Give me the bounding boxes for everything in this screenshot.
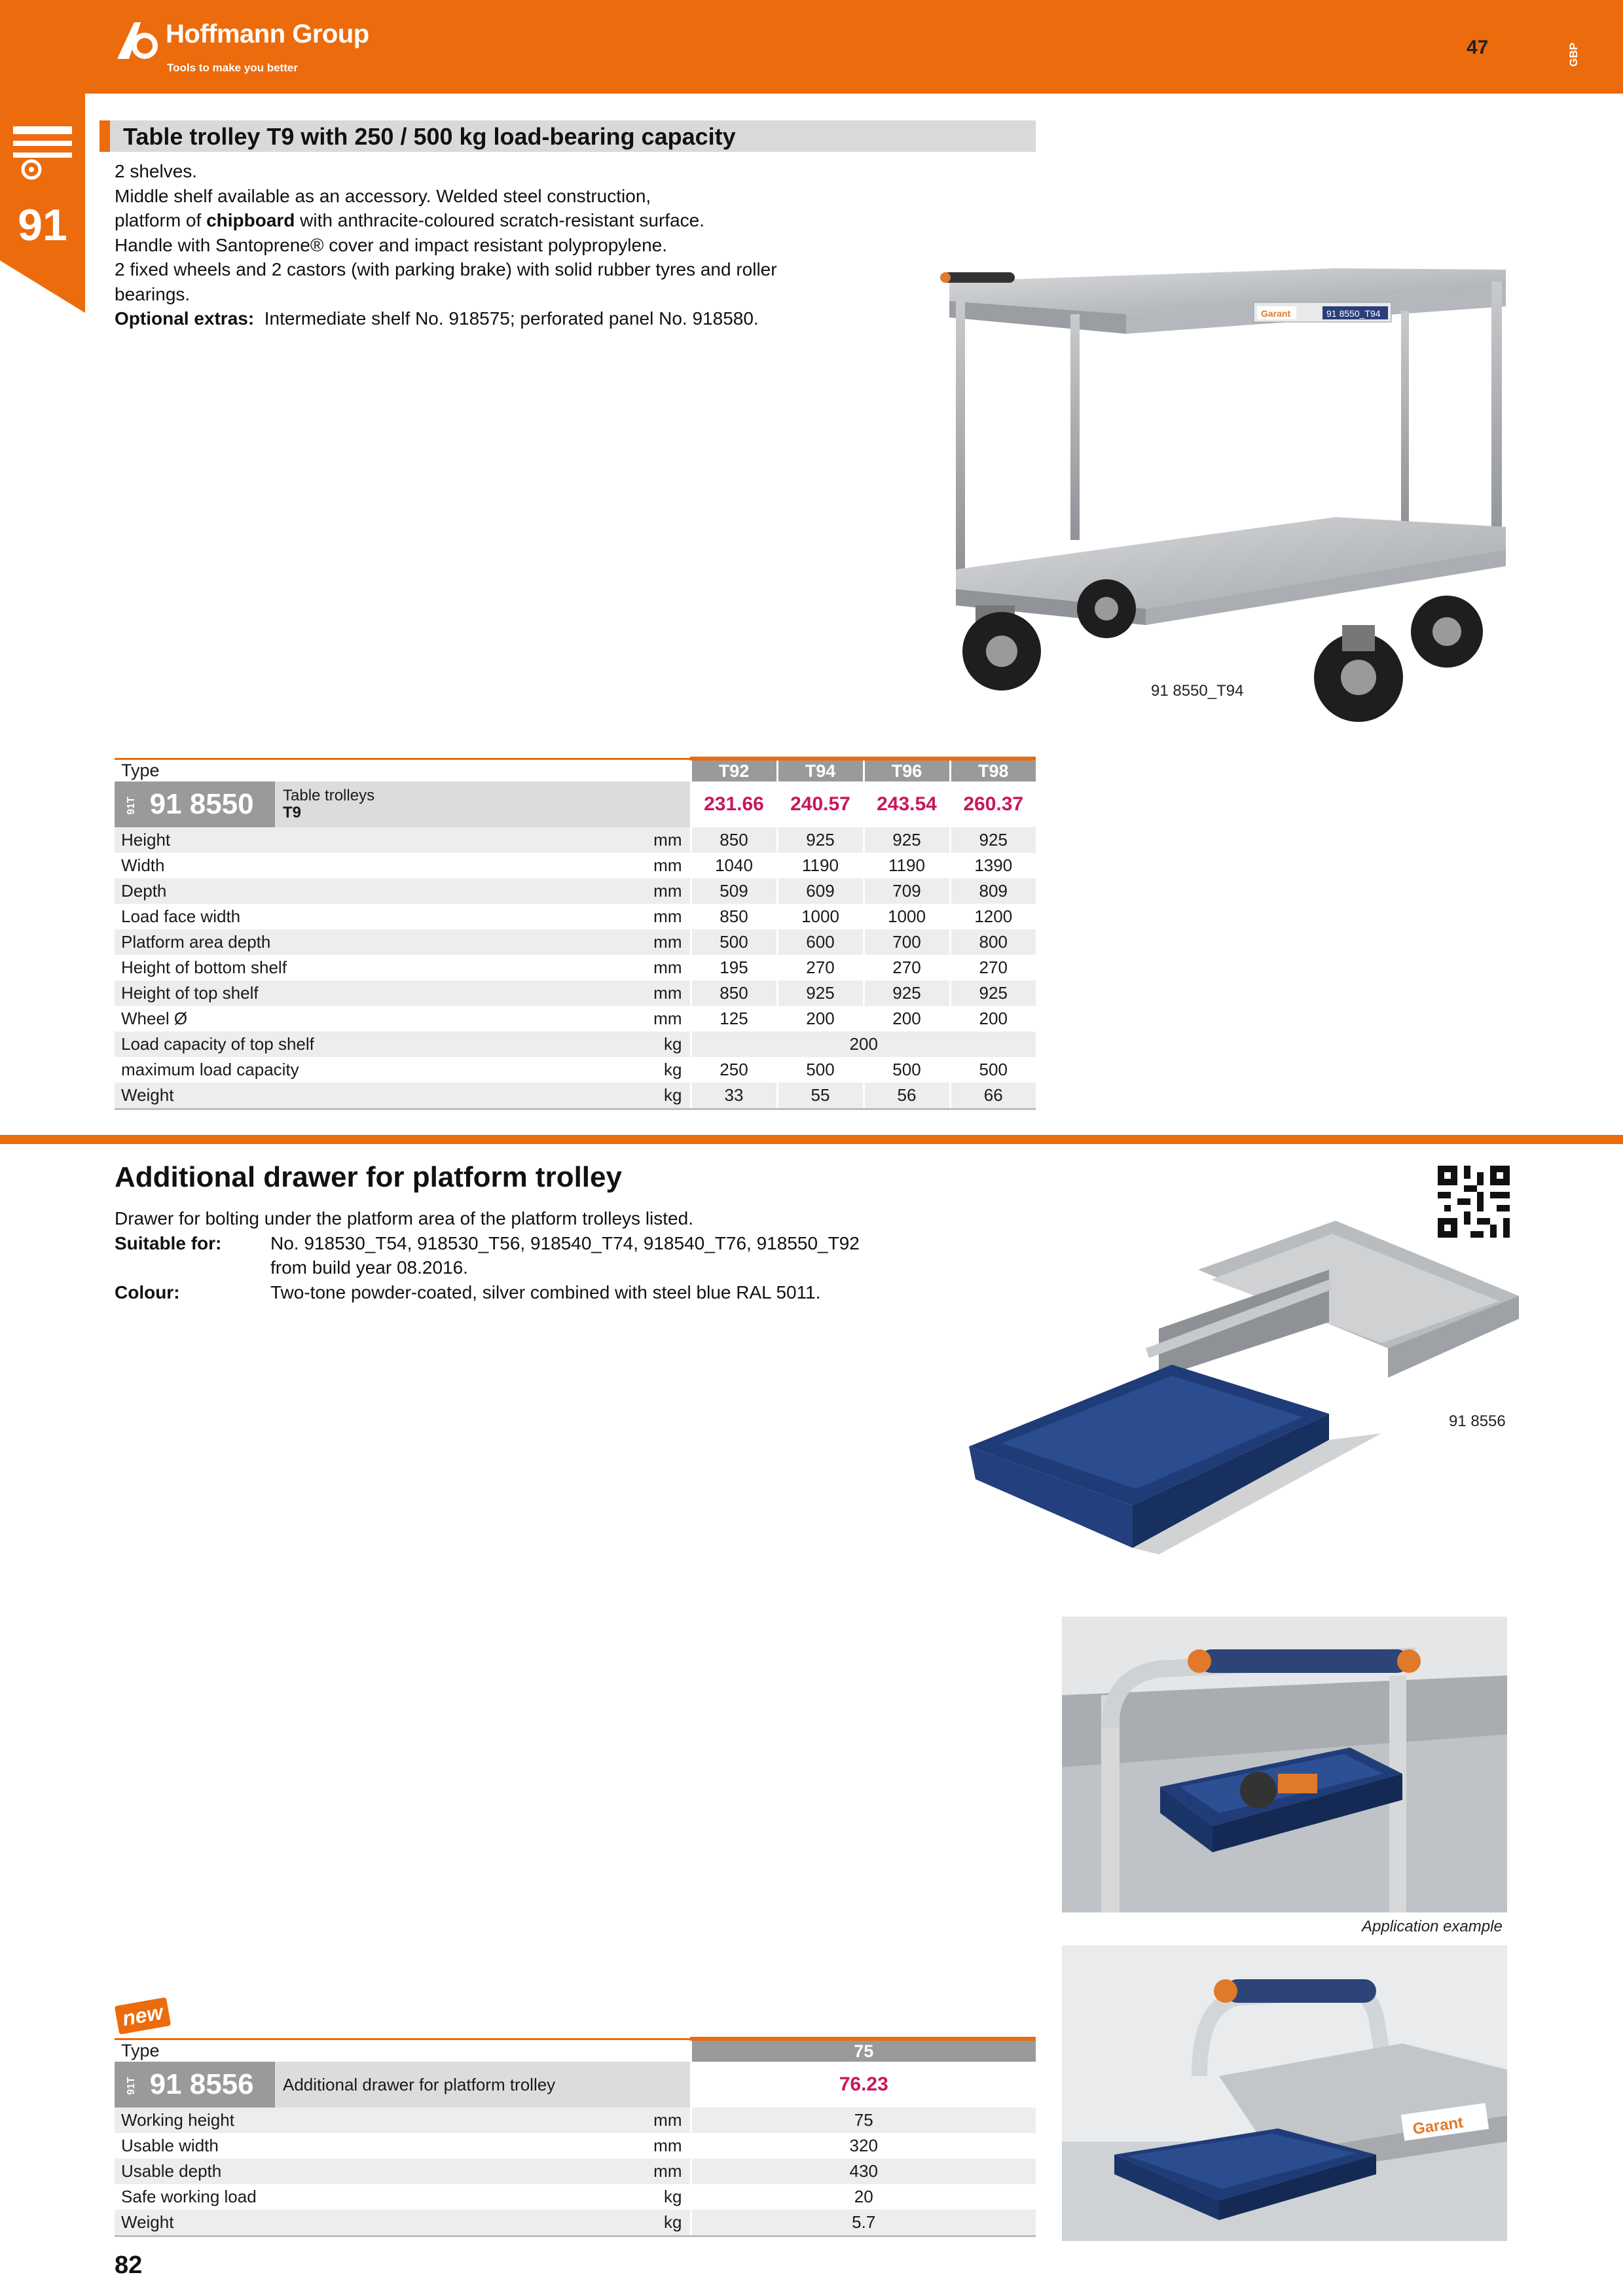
table-row bbox=[115, 955, 1036, 980]
row-label: maximum load capacity bbox=[121, 1060, 299, 1079]
row-label: Load face width bbox=[121, 906, 241, 926]
row-value: 1040 bbox=[691, 853, 777, 878]
desc-line: 2 fixed wheels and 2 castors (with parking brake) with solid rubber tyres and roller bbox=[115, 259, 777, 279]
section-title-text: Table trolley T9 with 250 / 500 kg load-bearing capacity bbox=[123, 123, 736, 150]
row-value: 925 bbox=[864, 980, 950, 1006]
price-cell: 260.37 bbox=[950, 781, 1036, 827]
row-value: 320 bbox=[691, 2133, 1036, 2159]
trolley-description bbox=[115, 159, 777, 331]
article-number: 91T 91 8550 bbox=[115, 781, 275, 827]
trolley-spec-table bbox=[115, 757, 1036, 1110]
row-value: 509 bbox=[691, 878, 777, 904]
row-value: 925 bbox=[864, 827, 950, 853]
row-value: 800 bbox=[950, 929, 1036, 955]
row-value: 1000 bbox=[864, 904, 950, 929]
row-value: 33 bbox=[691, 1083, 777, 1109]
row-value: 925 bbox=[777, 827, 864, 853]
application-photo-1 bbox=[1062, 1617, 1507, 1912]
row-value: 1200 bbox=[950, 904, 1036, 929]
section-divider bbox=[0, 1135, 1623, 1144]
table-row bbox=[115, 1057, 1036, 1083]
row-unit: kg bbox=[664, 2187, 682, 2206]
row-label: Height of top shelf bbox=[115, 980, 576, 1006]
row-value: 75 bbox=[691, 2108, 1036, 2133]
row-unit: mm bbox=[653, 2136, 682, 2155]
drawer-spec-table bbox=[115, 2037, 1036, 2237]
type-label: Type bbox=[115, 759, 691, 781]
drawer-photo bbox=[962, 1217, 1519, 1584]
row-value: 500 bbox=[777, 1057, 864, 1083]
price-cell: 240.57 bbox=[777, 781, 864, 827]
row-value: 500 bbox=[691, 929, 777, 955]
column-header: T98 bbox=[950, 759, 1036, 781]
row-unit: mm bbox=[576, 2108, 691, 2133]
application-photo-2 bbox=[1062, 1945, 1507, 2241]
price-cell: 231.66 bbox=[691, 781, 777, 827]
row-value: 55 bbox=[777, 1083, 864, 1109]
row-label: Height bbox=[115, 827, 576, 853]
row-unit: mm bbox=[576, 929, 691, 955]
row-unit: mm bbox=[576, 2159, 691, 2184]
row-unit: mm bbox=[576, 878, 691, 904]
row-value: 925 bbox=[777, 980, 864, 1006]
row-label: Width bbox=[121, 855, 165, 875]
suitable-for-row-2: from build year 08.2016. bbox=[270, 1257, 468, 1278]
row-value: 270 bbox=[864, 955, 950, 980]
row-value: 250 bbox=[691, 1057, 777, 1083]
table-row bbox=[115, 2184, 1036, 2210]
row-value: 700 bbox=[864, 929, 950, 955]
table-row bbox=[115, 929, 1036, 955]
new-badge: new bbox=[115, 1997, 171, 2034]
desc-line: 2 shelves. bbox=[115, 161, 198, 181]
table-row bbox=[115, 1031, 1036, 1057]
table-row bbox=[115, 878, 1036, 904]
table-row bbox=[115, 2210, 1036, 2236]
trolley-image-caption: 91 8550_T94 bbox=[1151, 682, 1244, 700]
row-value: 1190 bbox=[864, 853, 950, 878]
row-label: Depth bbox=[115, 878, 576, 904]
column-header: T96 bbox=[864, 759, 950, 781]
desc-line: bearings. bbox=[115, 283, 191, 304]
table-row bbox=[115, 853, 1036, 878]
row-label: Safe working load bbox=[121, 2187, 257, 2206]
row-value: 20 bbox=[691, 2184, 1036, 2210]
row-label: Load capacity of top shelf bbox=[115, 1031, 576, 1057]
row-value: 200 bbox=[864, 1006, 950, 1031]
price-cell: 243.54 bbox=[864, 781, 950, 827]
row-value: 125 bbox=[691, 1006, 777, 1031]
drawer-image-caption: 91 8556 bbox=[1449, 1412, 1506, 1430]
table-row bbox=[115, 2108, 1036, 2133]
colour-row: Colour: Two-tone powder-coated, silver combined with steel blue RAL 5011. bbox=[115, 1282, 821, 1302]
application-caption: Application example bbox=[1362, 1918, 1503, 1935]
row-unit: kg bbox=[576, 1083, 691, 1109]
drawer-intro: Drawer for bolting under the platform area of the platform trolleys listed. bbox=[115, 1208, 693, 1229]
row-unit: mm bbox=[653, 906, 682, 926]
article-description: Table trolleys T9 bbox=[275, 781, 691, 827]
trolley-brand-label: Garant bbox=[1261, 308, 1291, 319]
page-number: 82 bbox=[115, 2251, 143, 2279]
type-label: Type bbox=[115, 2039, 691, 2062]
article-number: 91T 91 8556 bbox=[115, 2062, 275, 2108]
row-unit: kg bbox=[576, 2210, 691, 2236]
row-value: 195 bbox=[691, 955, 777, 980]
table-row bbox=[115, 2159, 1036, 2184]
row-value: 850 bbox=[691, 904, 777, 929]
row-value: 925 bbox=[950, 827, 1036, 853]
row-unit: mm bbox=[576, 827, 691, 853]
row-value: 5.7 bbox=[691, 2210, 1036, 2236]
row-label: Working height bbox=[115, 2108, 576, 2133]
row-label: Weight bbox=[115, 2210, 576, 2236]
price-cell: 76.23 bbox=[691, 2062, 1036, 2108]
region-code: GBP bbox=[1567, 43, 1580, 67]
trolley-article-label: 91 8550_T94 bbox=[1326, 308, 1381, 319]
row-value: 66 bbox=[950, 1083, 1036, 1109]
row-value: 709 bbox=[864, 878, 950, 904]
row-unit: mm bbox=[576, 980, 691, 1006]
desc-line: Middle shelf available as an accessory. Welded steel construction, bbox=[115, 185, 651, 206]
catalogue-page-number: 47 bbox=[1467, 37, 1489, 58]
row-label: Platform area depth bbox=[115, 929, 576, 955]
row-unit: mm bbox=[653, 958, 682, 977]
table-trolley-photo bbox=[930, 242, 1519, 733]
row-label: Weight bbox=[115, 1083, 576, 1109]
row-value: 600 bbox=[777, 929, 864, 955]
row-unit: kg bbox=[664, 1060, 682, 1079]
row-value: 1190 bbox=[777, 853, 864, 878]
chapter-number: 91 bbox=[18, 200, 67, 250]
row-unit: mm bbox=[653, 1009, 682, 1028]
row-value: 609 bbox=[777, 878, 864, 904]
row-label: Wheel Ø bbox=[121, 1009, 188, 1028]
row-value: 200 bbox=[777, 1006, 864, 1031]
suitable-for-row: Suitable for: No. 918530_T54, 918530_T56, 918540_T74, 918540_T76, 918550_T92 bbox=[115, 1232, 860, 1253]
row-label: Usable depth bbox=[115, 2159, 576, 2184]
row-value: 925 bbox=[950, 980, 1036, 1006]
drawer-description bbox=[115, 1206, 933, 1304]
row-unit: mm bbox=[653, 855, 682, 875]
table-row bbox=[115, 980, 1036, 1006]
row-value: 850 bbox=[691, 827, 777, 853]
section-title-table-trolley bbox=[100, 120, 1036, 152]
article-description: Additional drawer for platform trolley bbox=[275, 2062, 691, 2108]
column-header: 75 bbox=[691, 2039, 1036, 2062]
optional-extras: Optional extras: Intermediate shelf No. 918575; perforated panel No. 918580. bbox=[115, 308, 759, 329]
column-header: T92 bbox=[691, 759, 777, 781]
table-row bbox=[115, 1006, 1036, 1031]
region-code-wrap bbox=[1566, 33, 1586, 72]
brand-tagline: Tools to make you better bbox=[167, 62, 298, 74]
table-row bbox=[115, 904, 1036, 929]
row-value: 500 bbox=[950, 1057, 1036, 1083]
brand-logo[interactable] bbox=[115, 17, 390, 80]
hoffmann-logo-icon bbox=[115, 17, 163, 63]
brand-name: Hoffmann Group bbox=[166, 20, 369, 48]
row-unit: kg bbox=[576, 1031, 691, 1057]
row-value: 200 bbox=[950, 1006, 1036, 1031]
section-title-drawer: Additional drawer for platform trolley bbox=[115, 1161, 622, 1193]
app-brand-label: Garant bbox=[1412, 2113, 1465, 2138]
row-value: 430 bbox=[691, 2159, 1036, 2184]
row-label: Usable width bbox=[121, 2136, 219, 2155]
row-label: Height of bottom shelf bbox=[121, 958, 287, 977]
row-value: 1000 bbox=[777, 904, 864, 929]
row-value: 500 bbox=[864, 1057, 950, 1083]
row-value: 809 bbox=[950, 878, 1036, 904]
row-value: 850 bbox=[691, 980, 777, 1006]
table-row bbox=[115, 2133, 1036, 2159]
row-value: 56 bbox=[864, 1083, 950, 1109]
column-header: T94 bbox=[777, 759, 864, 781]
table-row bbox=[115, 827, 1036, 853]
row-value: 1390 bbox=[950, 853, 1036, 878]
row-value: 200 bbox=[691, 1031, 1036, 1057]
row-value: 270 bbox=[777, 955, 864, 980]
desc-line: Handle with Santoprene® cover and impact resistant polypropylene. bbox=[115, 234, 667, 255]
table-row bbox=[115, 1083, 1036, 1109]
row-value: 270 bbox=[950, 955, 1036, 980]
desc-line: platform of chipboard with anthracite-coloured scratch-resistant surface. bbox=[115, 210, 705, 230]
